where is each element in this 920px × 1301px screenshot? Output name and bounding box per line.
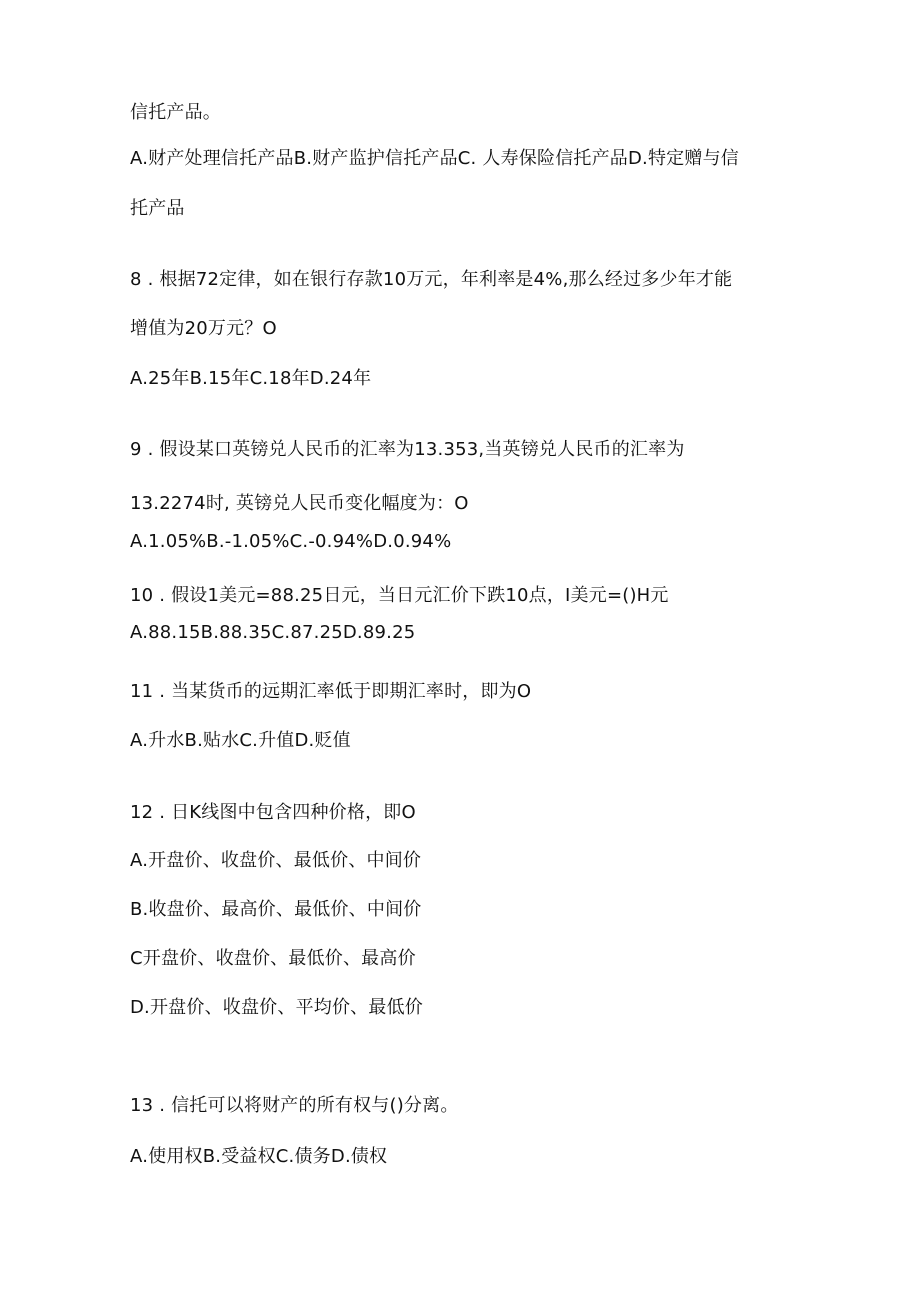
question-10: 10 . 假设1美元=88.25日元，当日元汇价下跌10点，I美元=()H元 bbox=[130, 585, 669, 606]
text-line: 13.2274时, 英镑兑人民币变化幅度为：O bbox=[130, 493, 469, 514]
question-11: 11 . 当某货币的远期汇率低于即期汇率时，即为O bbox=[130, 681, 532, 702]
option-12-d: D.开盘价、收盘价、平均价、最低价 bbox=[130, 997, 423, 1018]
options-10: A.88.15B.88.35C.87.25D.89.25 bbox=[130, 622, 416, 643]
option-12-b: B.收盘价、最高价、最低价、中间价 bbox=[130, 899, 422, 920]
options-8: A.25年B.15年C.18年D.24年 bbox=[130, 368, 372, 389]
options-9: A.1.05%B.-1.05%C.-0.94%D.0.94% bbox=[130, 531, 452, 552]
text-line: 托产品 bbox=[130, 198, 185, 219]
option-12-a: A.开盘价、收盘价、最低价、中间价 bbox=[130, 850, 422, 871]
text-line: 增值为20万元？O bbox=[130, 318, 277, 339]
text-line: A.财产处理信托产品B.财产监护信托产品C. 人寿保险信托产品D.特定赠与信 bbox=[130, 148, 739, 169]
options-11: A.升水B.贴水C.升值D.贬值 bbox=[130, 730, 351, 751]
option-12-c: C开盘价、收盘价、最低价、最高价 bbox=[130, 948, 416, 969]
question-9: 9 . 假设某口英镑兑人民币的汇率为13.353,当英镑兑人民币的汇率为 bbox=[130, 439, 685, 460]
question-8: 8 . 根据72定律，如在银行存款10万元，年利率是4%,那么经过多少年才能 bbox=[130, 269, 733, 290]
options-13: A.使用权B.受益权C.债务D.债权 bbox=[130, 1146, 388, 1167]
text-line: 信托产品。 bbox=[130, 102, 221, 123]
question-13: 13 . 信托可以将财产的所有权与()分离。 bbox=[130, 1095, 459, 1116]
question-12: 12 . 日K线图中包含四种价格，即O bbox=[130, 802, 416, 823]
